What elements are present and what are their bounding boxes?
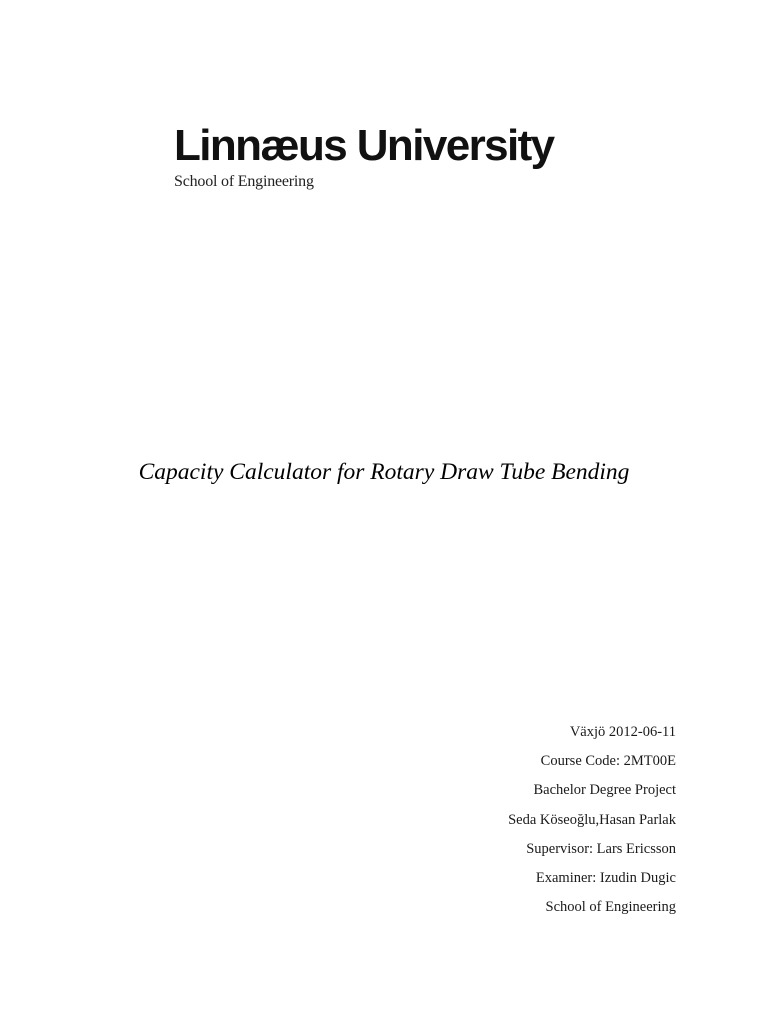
university-logo — [174, 118, 614, 192]
school-line: School of Engineering — [545, 899, 676, 916]
examiner: Examiner: Izudin Dugic — [535, 869, 676, 886]
course-code: Course Code: 2MT00E — [540, 753, 676, 770]
project-type: Bachelor Degree Project — [533, 782, 676, 799]
supervisor: Supervisor: Lars Ericsson — [526, 840, 676, 857]
school-name: School of Engineering — [174, 173, 314, 190]
thesis-title: Capacity Calculator for Rotary Draw Tube Bending — [138, 459, 630, 485]
thesis-metadata — [508, 718, 676, 922]
authors: Seda Köseoğlu,Hasan Parlak — [508, 811, 676, 828]
university-name: Linnæus University — [174, 121, 554, 170]
place-date: Växjö 2012-06-11 — [569, 724, 676, 740]
